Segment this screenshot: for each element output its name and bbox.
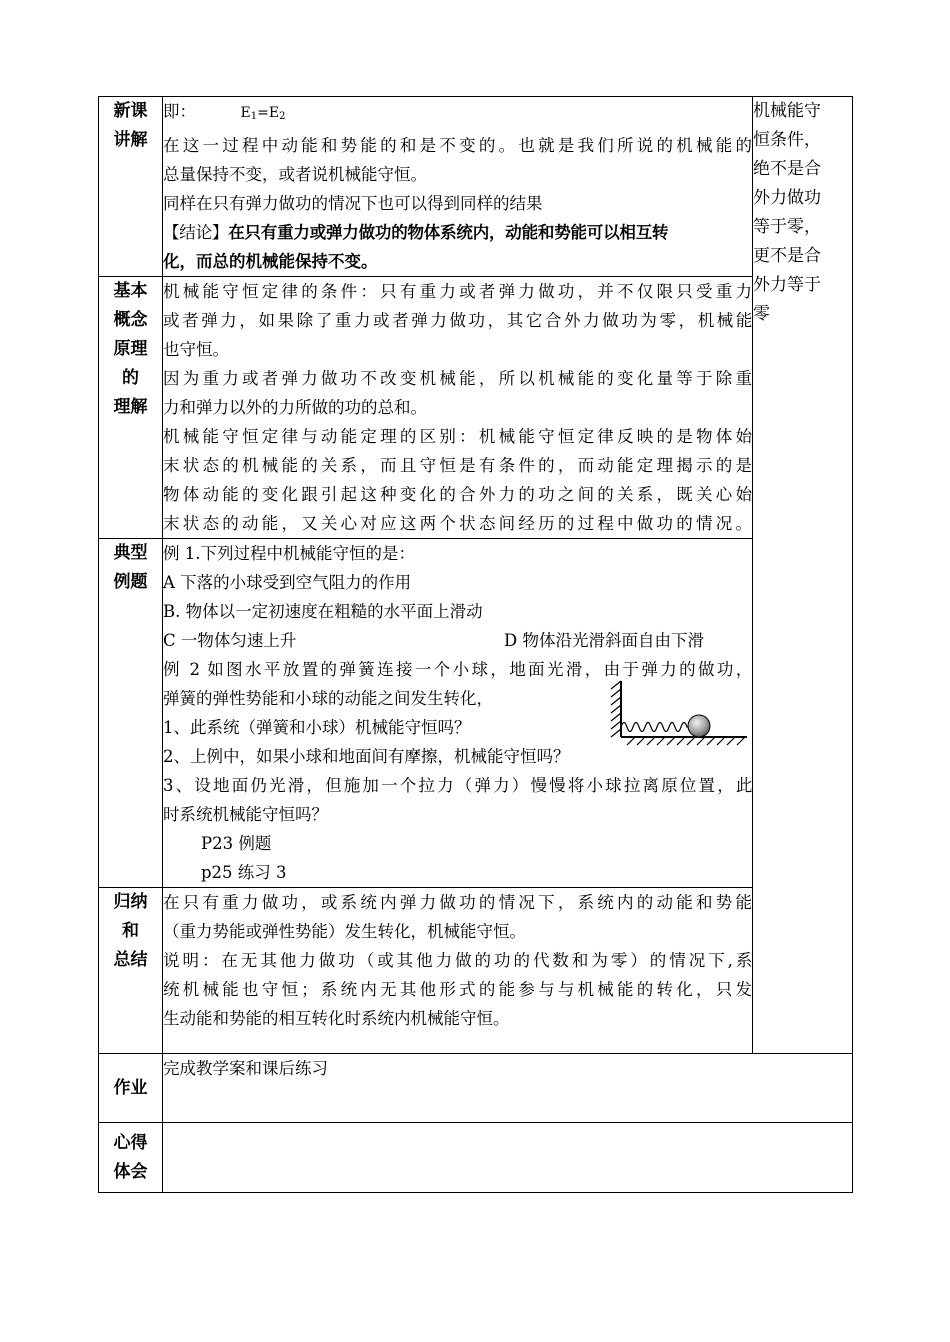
spring-ball-figure — [607, 679, 747, 754]
label-reflection — [99, 1123, 163, 1193]
label-line: 理解 — [113, 397, 148, 417]
content-summary — [163, 888, 753, 1054]
formula-line — [163, 97, 752, 131]
sub-question: 2、上例中，如果小球和地面间有摩擦，机械能守恒吗？ — [163, 747, 570, 766]
text-line: 也守恒。 — [163, 340, 229, 359]
note-line: 机械能守 — [753, 101, 821, 121]
label-line: 和 — [122, 921, 139, 941]
text-line: 弹簧的弹性势能和小球的动能之间发生转化， — [163, 689, 493, 708]
content-concept — [163, 277, 753, 539]
label-line: 总结 — [113, 950, 148, 970]
formula-prefix: 即： — [163, 102, 196, 121]
note-line: 外力做功 — [753, 188, 821, 208]
floor-hatch — [627, 737, 745, 745]
sub-question: 3、设地面仍光滑，但施加一个拉力（弹力）慢慢将小球拉离原位置，此 — [163, 776, 752, 795]
label-line: 作业 — [113, 1077, 148, 1098]
text-line: 末状态的机械能的关系，而且守恒是有条件的，而动能定理揭示的是 — [163, 456, 752, 475]
reference-line: P23 例题 — [201, 834, 272, 853]
label-line: 典型 — [113, 543, 148, 563]
label-line: 例题 — [113, 572, 148, 592]
spring — [621, 723, 693, 732]
text-line: 同样在只有弹力做功的情况下也可以得到同样的结果 — [163, 194, 543, 213]
label-line: 讲解 — [113, 130, 148, 150]
row-reflection — [99, 1123, 853, 1193]
question-title: 例 2 如图水平放置的弹簧连接一个小球，地面光滑，由于弹力的做功， — [163, 660, 752, 679]
sub-question: 1、此系统（弹簧和小球）机械能守恒吗？ — [163, 718, 471, 737]
text-line: 末状态的动能，又关心对应这两个状态间经历的过程中做功的情况。 — [163, 514, 752, 533]
label-line: 基本 — [113, 281, 148, 301]
text-line: 机械能守恒定律的条件：只有重力或者弹力做功，并不仅限只受重力 — [163, 282, 752, 301]
content-homework — [163, 1054, 853, 1123]
label-line: 概念 — [113, 310, 148, 330]
note-line: 外力等于 — [753, 275, 821, 295]
text-line: 总量保持不变，或者说机械能守恒。 — [163, 165, 427, 184]
examples-block — [163, 539, 752, 887]
label-line: 体会 — [113, 1161, 148, 1182]
lesson-plan-table — [98, 96, 853, 1193]
conclusion-tag: 【结论】 — [163, 223, 229, 242]
ball — [688, 715, 710, 737]
label-line: 原理 — [113, 339, 148, 359]
conclusion-text: 在只有重力或弹力做功的物体系统内，动能和势能可以相互转 — [228, 223, 669, 242]
note-line: 等于零， — [753, 217, 821, 237]
row-summary — [99, 888, 853, 1054]
homework-text: 完成教学案和课后练习 — [163, 1059, 328, 1078]
text-line: （重力势能或弹性势能）发生转化，机械能守恒。 — [163, 922, 526, 941]
text-line: 因为重力或者弹力做功不改变机械能，所以机械能的变化量等于除重 — [163, 369, 752, 388]
formula-sub2: 2 — [279, 111, 286, 122]
text-line: 或者弹力，如果除了重力或者弹力做功，其它合外力做功为零，机械能 — [163, 311, 752, 330]
option-b: B. 物体以一定初速度在粗糙的水平面上滑动 — [163, 602, 483, 621]
label-examples — [99, 539, 163, 888]
text-line: 说明：在无其他力做功（或其他力做的功的代数和为零）的情况下,系 — [163, 951, 752, 970]
reference-line: p25 练习 3 — [201, 863, 287, 882]
label-new-lesson — [99, 97, 163, 277]
wall-hatch — [611, 681, 621, 737]
label-line: 心得 — [113, 1132, 148, 1153]
question-title: 例 1.下列过程中机械能守恒的是： — [163, 544, 415, 563]
note-line: 零 — [753, 304, 770, 324]
content-reflection — [163, 1123, 853, 1193]
formula-e: E — [240, 105, 251, 121]
row-examples — [99, 539, 853, 888]
note-line: 恒条件， — [753, 130, 821, 150]
formula — [241, 105, 286, 121]
options-cd — [163, 626, 752, 655]
content-examples — [163, 539, 753, 888]
formula-eq: =E — [257, 105, 280, 121]
label-summary — [99, 888, 163, 1054]
label-homework — [99, 1054, 163, 1123]
text-line: 在只有重力做功，或系统内弹力做功的情况下，系统内的动能和势能 — [163, 893, 752, 912]
text-line: 物体动能的变化跟引起这种变化的合外力的功之间的关系，既关心始 — [163, 485, 752, 504]
text-line: 在这一过程中动能和势能的和是不变的。也就是我们所说的机械能的 — [163, 136, 752, 155]
label-line: 的 — [122, 368, 139, 388]
text-line: 时系统机械能守恒吗？ — [163, 805, 328, 824]
label-concept — [99, 277, 163, 539]
label-line: 归纳 — [113, 892, 148, 912]
note-line: 绝不是合 — [753, 159, 821, 179]
row-concept — [99, 277, 853, 539]
text-line: 统机械能也守恒；系统内无其他形式的能参与与机械能的转化，只发 — [163, 980, 752, 999]
text-line: 力和弹力以外的力所做的功的总和。 — [163, 398, 427, 417]
content-new-lesson — [163, 97, 753, 277]
row-homework — [99, 1054, 853, 1123]
option-d: D 物体沿光滑斜面自由下滑 — [504, 631, 704, 650]
option-a: A 下落的小球受到空气阻力的作用 — [163, 573, 412, 592]
option-c: C 一物体匀速上升 — [163, 631, 297, 650]
note-line: 更不是合 — [753, 246, 821, 266]
row-new-lesson — [99, 97, 853, 277]
label-line: 新课 — [113, 101, 148, 121]
conclusion-text: 化，而总的机械能保持不变。 — [163, 252, 378, 271]
conclusion-line — [163, 218, 752, 247]
text-line: 机械能守恒定律与动能定理的区别：机械能守恒定律反映的是物体始 — [163, 427, 752, 446]
side-note — [753, 97, 853, 1054]
formula-sub1: 1 — [250, 111, 258, 122]
text-line: 生动能和势能的相互转化时系统内机械能守恒。 — [163, 1009, 510, 1028]
